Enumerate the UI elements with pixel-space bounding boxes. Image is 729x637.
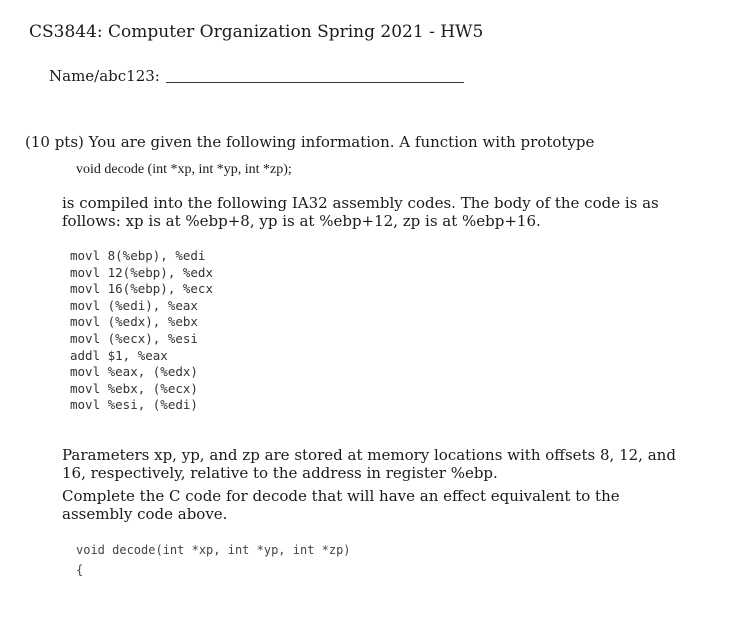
instruction-paragraph: Complete the C code for decode that will have an effect equivalent to the assembly code above. (62, 487, 620, 523)
assembly-line: movl %ebx, (%ecx) (70, 380, 198, 396)
assembly-line: movl (%edi), %eax (70, 297, 198, 313)
page-title: CS3844: Computer Organization Spring 2021 - HW5 (29, 22, 484, 42)
assembly-code-block (70, 248, 213, 414)
assembly-line: movl %esi, (%edi) (70, 397, 198, 413)
assembly-line: movl %eax, (%edx) (70, 364, 198, 380)
name-label: Name/abc123: (49, 67, 160, 85)
assembly-line: movl (%edx), %ebx (70, 314, 198, 330)
name-answer-line[interactable] (166, 82, 464, 83)
problem-intro: (10 pts) You are given the following information. A function with prototype (25, 133, 595, 151)
assembly-line: movl (%ecx), %esi (70, 330, 198, 346)
problem-description: is compiled into the following IA32 assembly codes. The body of the code is as follows: xp is at %ebp+8, yp is at %ebp+12, zp is at %ebp+16. (62, 194, 659, 230)
assembly-line: movl 8(%ebp), %edi (70, 248, 206, 263)
assembly-line: movl 12(%ebp), %edx (70, 264, 213, 280)
parameters-paragraph: Parameters xp, yp, and zp are stored at memory locations with offsets 8, 12, and 16, respectively, relative to the address in register %ebp. (62, 446, 676, 482)
assembly-line: movl 16(%ebp), %ecx (70, 281, 213, 297)
c-code-line: void decode(int *xp, int *yp, int *zp) (76, 543, 351, 557)
function-prototype: void decode (int *xp, int *yp, int *zp); (76, 162, 292, 177)
assembly-line: addl $1, %eax (70, 347, 168, 363)
c-code-line: { (76, 563, 84, 577)
c-code-block (76, 540, 351, 580)
